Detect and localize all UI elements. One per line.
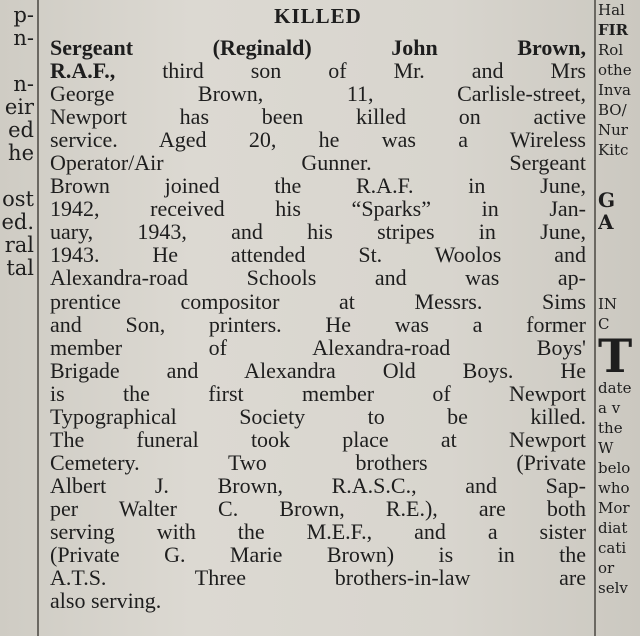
obituary-article bbox=[50, 4, 586, 612]
article-line: 1943. He attended St. Woolos and bbox=[50, 242, 586, 268]
right-fragment: a v bbox=[598, 399, 621, 417]
left-fragment bbox=[0, 50, 34, 73]
lead-rank: R.A.F., bbox=[50, 58, 116, 84]
right-fragment: belo bbox=[598, 459, 631, 477]
left-fragment: n- bbox=[13, 72, 34, 96]
right-fragment: IN bbox=[598, 295, 618, 313]
right-fragment: selv bbox=[598, 579, 628, 597]
right-fragment: Inva bbox=[598, 81, 632, 99]
column-rule-left bbox=[37, 0, 39, 636]
right-fragment: date bbox=[598, 379, 632, 397]
right-fragment: who bbox=[598, 479, 630, 497]
article-line: George Brown, 11, Carlisle-street, bbox=[50, 81, 586, 107]
right-spacer bbox=[598, 264, 640, 294]
right-fragment: C bbox=[598, 315, 610, 333]
right-fragment: othe bbox=[598, 61, 632, 79]
article-line: per Walter C. Brown, R.E.), are both bbox=[50, 495, 586, 521]
right-fragment: BO/ bbox=[598, 101, 627, 119]
right-fragment: Hal bbox=[598, 1, 625, 19]
article-line: is the first member of Newport bbox=[50, 380, 586, 406]
column-rule-right bbox=[594, 0, 596, 636]
article-line: prentice compositor at Messrs. Sims bbox=[50, 288, 586, 314]
right-fragment: Rol bbox=[598, 41, 624, 59]
article-line: member of Alexandra-road Boys' bbox=[50, 334, 586, 360]
right-subhead: G bbox=[598, 188, 616, 212]
right-fragment: FIR bbox=[598, 21, 629, 39]
article-line-1 bbox=[50, 59, 586, 82]
left-fragment: ed bbox=[8, 118, 34, 142]
article-line-1-text: third son of Mr. and Mrs bbox=[115, 58, 586, 84]
left-fragment: p- bbox=[13, 4, 34, 27]
article-line: service. Aged 20, he was a Wireless bbox=[50, 127, 586, 153]
left-fragment bbox=[0, 165, 34, 188]
left-fragment: n- bbox=[13, 26, 34, 50]
article-line: also serving. bbox=[50, 588, 162, 614]
article-line: Cemetery. Two brothers (Private bbox=[50, 449, 586, 475]
article-line: 1942, received his “Sparks” in Jan- bbox=[50, 196, 586, 222]
article-line: Operator/Air Gunner. Sergeant bbox=[50, 150, 586, 176]
article-line: and Son, printers. He was a former bbox=[50, 311, 586, 337]
article-line: A.T.S. Three brothers-in-law are bbox=[50, 565, 586, 591]
article-line: Brigade and Alexandra Old Boys. He bbox=[50, 357, 586, 383]
right-fragment: diat bbox=[598, 519, 628, 537]
right-fragment: Mor bbox=[598, 499, 630, 517]
right-spacer bbox=[598, 234, 640, 264]
article-line: Alexandra-road Schools and was ap- bbox=[50, 265, 586, 291]
left-fragment: ost bbox=[2, 187, 34, 211]
article-line: The funeral took place at Newport bbox=[50, 426, 586, 452]
right-column-fragments bbox=[598, 0, 640, 598]
left-fragment: eir bbox=[4, 95, 34, 119]
left-fragment: tal bbox=[6, 256, 34, 280]
right-dropcap: T bbox=[598, 329, 633, 383]
left-fragment: ral bbox=[4, 233, 34, 257]
left-fragment: ed. bbox=[1, 210, 34, 234]
left-column-fragments bbox=[0, 4, 34, 280]
article-line: Typographical Society to be killed. bbox=[50, 403, 586, 429]
right-fragment: the bbox=[598, 419, 623, 437]
right-fragment: or bbox=[598, 559, 615, 577]
right-fragment: Nur bbox=[598, 121, 628, 139]
right-spacer bbox=[598, 160, 640, 190]
right-subhead: A bbox=[598, 210, 614, 234]
lead-name-line: Sergeant (Reginald) John Brown, bbox=[50, 35, 586, 60]
article-body bbox=[50, 36, 586, 612]
article-line: Albert J. Brown, R.A.S.C., and Sap- bbox=[50, 472, 586, 498]
right-fragment: Kitc bbox=[598, 141, 629, 159]
article-line: Brown joined the R.A.F. in June, bbox=[50, 173, 586, 199]
article-headline: KILLED bbox=[274, 4, 362, 28]
right-fragment: cati bbox=[598, 539, 627, 557]
article-line: Newport has been killed on active bbox=[50, 104, 586, 130]
article-line: serving with the M.E.F., and a sister bbox=[50, 518, 586, 544]
article-line: (Private G. Marie Brown) is in the bbox=[50, 542, 586, 568]
left-fragment: he bbox=[8, 141, 34, 165]
right-fragment: W bbox=[598, 439, 614, 457]
article-line: uary, 1943, and his stripes in June, bbox=[50, 219, 586, 245]
